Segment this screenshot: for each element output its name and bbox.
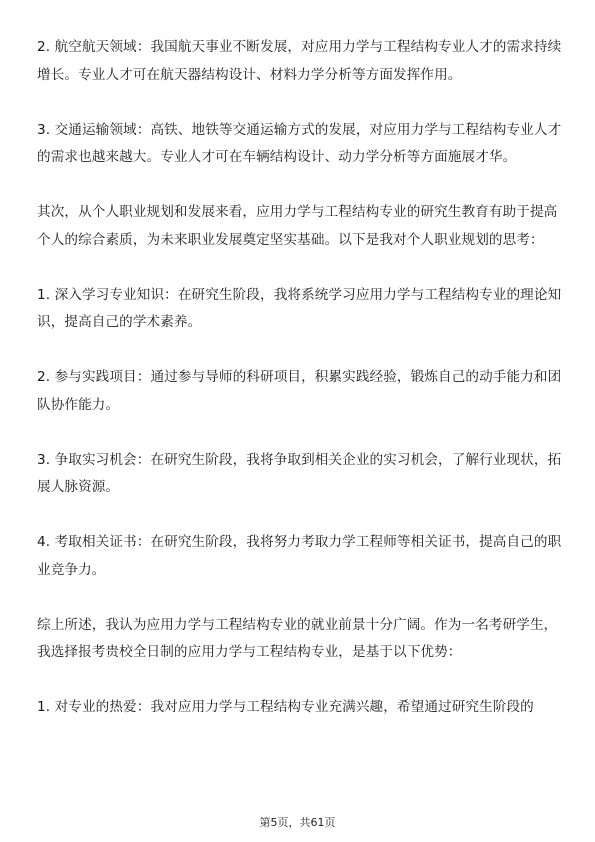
paragraph-summary: 综上所述，我认为应用力学与工程结构专业的就业前景十分广阔。作为一名考研学生，我选择报考贵校全日制的应用力学与工程结构专业，是基于以下优势： xyxy=(37,616,558,660)
paragraph-study-knowledge: 1. 深入学习专业知识：在研究生阶段，我将系统学习应用力学与工程结构专业的理论知识，提高自己的学术素养。 xyxy=(37,286,562,330)
paragraph-gap xyxy=(37,337,563,365)
paragraph-practice-projects: 2. 参与实践项目：通过参与导师的科研项目，积累实践经验，锻炼自己的动手能力和团队协作能力。 xyxy=(37,369,562,413)
paragraph-passion: 1. 对专业的热爱：我对应用力学与工程结构专业充满兴趣，希望通过研究生阶段的 xyxy=(37,699,534,715)
paragraph-transport: 3. 交通运输领域：高铁、地铁等交通运输方式的发展，对应用力学与工程结构专业人才的需求也越来越大。专业人才可在车辆结构设计、动力学分析等方面施展才华。 xyxy=(37,121,562,165)
paragraph-gap xyxy=(37,172,563,200)
paragraph-career-intro: 其次，从个人职业规划和发展来看，应用力学与工程结构专业的研究生教育有助于提高个人的综合素质，为未来职业发展奠定坚实基础。以下是我对个人职业规划的思考： xyxy=(37,204,558,248)
paragraph-gap xyxy=(37,502,563,530)
paragraph-aerospace: 2. 航空航天领域：我国航天事业不断发展，对应用力学与工程结构专业人才的需求持续增长。专业人才可在航天器结构设计、材料力学分析等方面发挥作用。 xyxy=(37,39,562,83)
paragraph-gap xyxy=(37,584,563,612)
paragraph-gap xyxy=(37,667,563,695)
paragraph-gap xyxy=(37,419,563,447)
paragraph-gap xyxy=(37,254,563,282)
paragraph-gap xyxy=(37,89,563,117)
page-number: 第5页，共61页 xyxy=(259,816,336,829)
paragraph-internship: 3. 争取实习机会：在研究生阶段，我将争取到相关企业的实习机会，了解行业现状，拓展人脉资源。 xyxy=(37,451,562,495)
paragraph-certificates: 4. 考取相关证书：在研究生阶段，我将努力考取力学工程师等相关证书，提高自己的职业竞争力。 xyxy=(37,534,562,578)
document-body xyxy=(37,34,563,722)
